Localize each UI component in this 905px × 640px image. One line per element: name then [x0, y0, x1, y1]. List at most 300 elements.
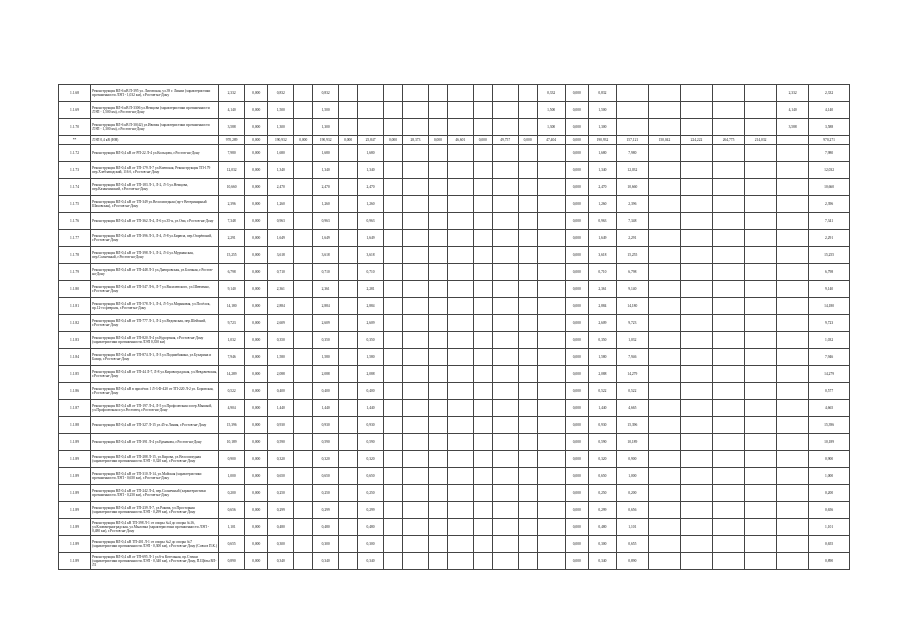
value-cell [492, 383, 518, 400]
table-row [59, 434, 850, 451]
value-cell: 4,140 [809, 102, 850, 119]
value-cell [428, 102, 447, 119]
value-cell [713, 85, 745, 102]
value-cell [537, 383, 565, 400]
value-cell [473, 417, 492, 434]
value-cell [680, 383, 712, 400]
value-cell: 0,590 [358, 434, 384, 451]
value-cell: 0,656 [616, 502, 648, 519]
value-cell: 1,300 [268, 119, 294, 136]
value-cell: 0,000 [565, 383, 589, 400]
value-cell [339, 485, 358, 502]
value-cell [680, 536, 712, 553]
value-cell [537, 332, 565, 349]
value-cell [777, 417, 809, 434]
value-cell [473, 519, 492, 536]
value-cell [383, 519, 402, 536]
value-cell: 0,000 [565, 102, 589, 119]
value-cell [339, 417, 358, 434]
row-description-cell: Реконструкция ВЛ-0,4 кВ от ТП-362 Л-4, Л-6 ул.35-я, ул.Очи, г.Ростов-на-Дону [91, 213, 219, 230]
value-cell [339, 179, 358, 196]
value-cell: 2,396 [809, 196, 850, 213]
value-cell: 4,904 [219, 400, 245, 417]
value-cell [294, 332, 313, 349]
value-cell [713, 349, 745, 366]
value-cell [294, 145, 313, 162]
value-cell [648, 145, 680, 162]
value-cell: 4,140 [219, 102, 245, 119]
value-cell: 2,470 [268, 179, 294, 196]
value-cell [473, 553, 492, 570]
value-cell [713, 230, 745, 247]
value-cell: 14,279 [616, 366, 648, 383]
value-cell: 2,361 [268, 281, 294, 298]
value-cell [473, 264, 492, 281]
value-cell [713, 298, 745, 315]
value-cell [648, 519, 680, 536]
value-cell [473, 332, 492, 349]
value-cell [680, 417, 712, 434]
value-cell: 1,340 [589, 162, 617, 179]
value-cell: 0,832 [268, 85, 294, 102]
value-cell: 1,580 [313, 349, 339, 366]
value-cell [339, 366, 358, 383]
value-cell [447, 247, 473, 264]
value-cell [383, 213, 402, 230]
value-cell [403, 247, 429, 264]
value-cell [777, 281, 809, 298]
value-cell [616, 102, 648, 119]
value-cell: 0,000 [565, 196, 589, 213]
row-description-cell: Реконструкция ВЛ-0,4 кВ от ТП-44 Л-7, Л-8 ул.Кировоградская, ул.Невдачевская, г.Ростов-на-Дону [91, 366, 219, 383]
value-cell [648, 468, 680, 485]
value-cell [383, 162, 402, 179]
value-cell [294, 502, 313, 519]
value-cell: 0,000 [244, 349, 268, 366]
row-code-cell: 1.1.84 [59, 349, 91, 366]
value-cell: 0,000 [244, 553, 268, 570]
value-cell [518, 451, 537, 468]
row-code-cell: 1.1.81 [59, 298, 91, 315]
value-cell [473, 145, 492, 162]
row-code-cell: 1.1.89 [59, 451, 91, 468]
value-cell [492, 145, 518, 162]
value-cell [403, 485, 429, 502]
value-cell [492, 230, 518, 247]
value-cell: 7,348 [219, 213, 245, 230]
row-description-cell: Реконструкция ВЛ-0,4 кВ от ТП-349 ул.Велосипедная (пр-т Ветеринарный Шаховская), г.Ростов-на-Дону [91, 196, 219, 213]
value-cell [777, 434, 809, 451]
value-cell: 12,032 [219, 162, 245, 179]
value-cell [294, 281, 313, 298]
value-cell: 0,400 [358, 383, 384, 400]
value-cell [339, 119, 358, 136]
value-cell [428, 315, 447, 332]
table-row [59, 298, 850, 315]
value-cell: 25,847 [358, 136, 384, 145]
value-cell: 12,032 [809, 162, 850, 179]
value-cell: 1,300 [537, 119, 565, 136]
value-cell: 10,660 [616, 179, 648, 196]
row-description-cell: Реконструкция ВЛ-0,4 кВ от ТП-448 Л-3 ул.Днепровская, ул.Блочная, г.Ростов-на-Дону [91, 264, 219, 281]
value-cell [777, 298, 809, 315]
value-cell [339, 145, 358, 162]
value-cell [713, 366, 745, 383]
value-cell [713, 102, 745, 119]
value-cell: 0,650 [589, 468, 617, 485]
value-cell [358, 85, 384, 102]
value-cell [745, 85, 777, 102]
value-cell: 1,260 [313, 196, 339, 213]
value-cell [713, 553, 745, 570]
value-cell: 0,000 [244, 519, 268, 536]
value-cell [294, 213, 313, 230]
value-cell: 0,480 [358, 519, 384, 536]
value-cell [492, 119, 518, 136]
value-cell [473, 349, 492, 366]
value-cell [294, 383, 313, 400]
value-cell: 0,650 [268, 468, 294, 485]
value-cell [680, 315, 712, 332]
value-cell [294, 536, 313, 553]
value-cell [339, 247, 358, 264]
value-cell: 0,000 [565, 85, 589, 102]
value-cell: 0,000 [244, 247, 268, 264]
value-cell: 970,271 [809, 136, 850, 145]
value-cell [518, 85, 537, 102]
value-cell: 0,400 [313, 383, 339, 400]
value-cell: 0,000 [565, 281, 589, 298]
row-code-cell: 1.1.69 [59, 102, 91, 119]
value-cell [680, 332, 712, 349]
value-cell [447, 281, 473, 298]
value-cell [680, 213, 712, 230]
value-cell: 46,601 [447, 136, 473, 145]
value-cell: 1,500 [313, 102, 339, 119]
value-cell [745, 315, 777, 332]
value-cell [403, 349, 429, 366]
value-cell [745, 383, 777, 400]
value-cell: 2,609 [313, 315, 339, 332]
value-cell: 0,590 [313, 434, 339, 451]
value-cell: 0,656 [809, 502, 850, 519]
value-cell [713, 332, 745, 349]
value-cell: 0,000 [244, 145, 268, 162]
value-cell [537, 179, 565, 196]
value-cell [537, 417, 565, 434]
value-cell [745, 264, 777, 281]
value-cell: 0,655 [616, 536, 648, 553]
value-cell: 0,000 [244, 298, 268, 315]
value-cell [339, 451, 358, 468]
value-cell: 1,580 [358, 349, 384, 366]
value-cell [339, 264, 358, 281]
value-cell: 0,900 [616, 451, 648, 468]
value-cell [648, 417, 680, 434]
value-cell: 0,000 [565, 315, 589, 332]
value-cell: 0,000 [244, 230, 268, 247]
value-cell: 1,101 [616, 519, 648, 536]
table-row [59, 417, 850, 434]
value-cell [777, 553, 809, 570]
value-cell [383, 366, 402, 383]
value-cell [492, 519, 518, 536]
value-cell [428, 434, 447, 451]
value-cell: 3,618 [589, 247, 617, 264]
row-description-cell: Реконструкция ВЛ-0,4 кВ от ТП-288 Л-15, ул.Кирова, ул.Велосипедная (характеристики протяженности ЛЭП - 0,320 км), г.Ростов-на-Дону [91, 451, 219, 468]
value-cell [447, 519, 473, 536]
value-cell: 15,255 [219, 247, 245, 264]
value-cell [680, 85, 712, 102]
table-row [59, 281, 850, 298]
value-cell: 0,655 [219, 536, 245, 553]
value-cell [492, 417, 518, 434]
value-cell [777, 366, 809, 383]
value-cell [294, 434, 313, 451]
value-cell: 0,000 [244, 434, 268, 451]
value-cell [383, 349, 402, 366]
value-cell [294, 553, 313, 570]
table-row [59, 315, 850, 332]
value-cell: 1,500 [537, 102, 565, 119]
value-cell [428, 383, 447, 400]
value-cell: 0,200 [219, 485, 245, 502]
value-cell [777, 247, 809, 264]
value-cell [518, 468, 537, 485]
value-cell [447, 502, 473, 519]
value-cell [473, 119, 492, 136]
value-cell: 7,980 [616, 145, 648, 162]
value-cell: 1,680 [268, 145, 294, 162]
value-cell: 1,000 [616, 468, 648, 485]
value-cell: 1,340 [268, 162, 294, 179]
value-cell [339, 332, 358, 349]
row-code-cell: 1.1.73 [59, 162, 91, 179]
value-cell: 157,121 [616, 136, 648, 145]
value-cell [294, 247, 313, 264]
value-cell [648, 281, 680, 298]
value-cell: 0,890 [616, 553, 648, 570]
value-cell: 0,000 [244, 366, 268, 383]
value-cell: 2,609 [268, 315, 294, 332]
value-cell [537, 519, 565, 536]
value-cell: 7,980 [809, 145, 850, 162]
value-cell: 1,440 [268, 400, 294, 417]
value-cell [403, 298, 429, 315]
value-cell: 2,291 [809, 230, 850, 247]
value-cell [492, 400, 518, 417]
value-cell [518, 519, 537, 536]
value-cell: 1,300 [589, 119, 617, 136]
value-cell: 9,140 [809, 281, 850, 298]
value-cell: 1,680 [589, 145, 617, 162]
value-cell: 1,000 [809, 468, 850, 485]
value-cell: 0,963 [589, 213, 617, 230]
value-cell: 0,000 [565, 264, 589, 281]
value-cell [294, 315, 313, 332]
value-cell [428, 162, 447, 179]
value-cell [447, 264, 473, 281]
value-cell [492, 349, 518, 366]
value-cell: 2,088 [313, 366, 339, 383]
value-cell: 0,000 [244, 485, 268, 502]
row-code-cell: 1.1.74 [59, 179, 91, 196]
table-row [59, 349, 850, 366]
value-cell: 1,580 [589, 349, 617, 366]
value-cell: 3,618 [358, 247, 384, 264]
value-cell: 0,000 [244, 162, 268, 179]
value-cell: 2,884 [313, 298, 339, 315]
row-code-cell: 1.1.83 [59, 332, 91, 349]
value-cell: 0,000 [473, 136, 492, 145]
value-cell [294, 485, 313, 502]
value-cell [447, 417, 473, 434]
value-cell [777, 485, 809, 502]
value-cell [403, 519, 429, 536]
value-cell [518, 213, 537, 230]
value-cell [680, 196, 712, 213]
value-cell [518, 281, 537, 298]
table-row [59, 196, 850, 213]
value-cell: 15,396 [809, 417, 850, 434]
value-cell: 0,000 [565, 247, 589, 264]
value-cell [680, 400, 712, 417]
value-cell: 0,000 [244, 119, 268, 136]
value-cell [447, 400, 473, 417]
table-section-row [59, 136, 850, 145]
value-cell: 0,000 [565, 213, 589, 230]
value-cell: 0,710 [358, 264, 384, 281]
value-cell [713, 519, 745, 536]
value-cell [428, 502, 447, 519]
value-cell [745, 145, 777, 162]
value-cell: 1,032 [616, 332, 648, 349]
row-code-cell: 1.1.85 [59, 366, 91, 383]
value-cell [648, 536, 680, 553]
value-cell [518, 536, 537, 553]
value-cell [294, 468, 313, 485]
value-cell: 1,032 [809, 332, 850, 349]
value-cell: 49,757 [492, 136, 518, 145]
value-cell: 2,291 [616, 230, 648, 247]
table-row [59, 179, 850, 196]
value-cell: 0,963 [313, 213, 339, 230]
value-cell [745, 451, 777, 468]
value-cell [745, 349, 777, 366]
value-cell [680, 119, 712, 136]
value-cell [680, 485, 712, 502]
value-cell [428, 349, 447, 366]
value-cell: 7,946 [809, 349, 850, 366]
value-cell [339, 315, 358, 332]
value-cell [473, 162, 492, 179]
value-cell: 14,180 [809, 298, 850, 315]
value-cell [648, 85, 680, 102]
table-row [59, 264, 850, 281]
value-cell: 1,580 [268, 349, 294, 366]
value-cell [537, 434, 565, 451]
value-cell [447, 468, 473, 485]
value-cell [428, 213, 447, 230]
value-cell [777, 230, 809, 247]
value-cell [473, 315, 492, 332]
value-cell [473, 230, 492, 247]
value-cell [680, 102, 712, 119]
value-cell [339, 102, 358, 119]
value-cell [403, 536, 429, 553]
value-cell [339, 502, 358, 519]
value-cell [294, 349, 313, 366]
value-cell [537, 468, 565, 485]
table-row [59, 383, 850, 400]
table-row [59, 85, 850, 102]
value-cell: 1,500 [268, 102, 294, 119]
value-cell: 0,000 [565, 553, 589, 570]
value-cell [777, 400, 809, 417]
value-cell: 0,000 [244, 196, 268, 213]
value-cell [492, 247, 518, 264]
row-code-cell: 1.1.88 [59, 417, 91, 434]
value-cell [294, 102, 313, 119]
value-cell [777, 536, 809, 553]
table-row [59, 451, 850, 468]
value-cell [428, 264, 447, 281]
value-cell: 1,101 [219, 519, 245, 536]
value-cell [745, 366, 777, 383]
value-cell [680, 519, 712, 536]
table-row [59, 519, 850, 536]
value-cell: 0,340 [313, 553, 339, 570]
value-cell [383, 502, 402, 519]
value-cell [428, 536, 447, 553]
value-cell [428, 119, 447, 136]
value-cell [537, 298, 565, 315]
value-cell [428, 196, 447, 213]
value-cell [518, 366, 537, 383]
value-cell: 0,000 [565, 434, 589, 451]
value-cell [447, 213, 473, 230]
value-cell [383, 298, 402, 315]
value-cell [473, 213, 492, 230]
value-cell: 47,404 [537, 136, 565, 145]
value-cell: 14,279 [809, 366, 850, 383]
value-cell [473, 502, 492, 519]
value-cell: 9,723 [616, 315, 648, 332]
value-cell: 0,000 [565, 502, 589, 519]
value-cell [492, 213, 518, 230]
value-cell [339, 281, 358, 298]
value-cell: 3,588 [777, 119, 809, 136]
value-cell: 2,396 [616, 196, 648, 213]
value-cell: 0,300 [268, 536, 294, 553]
value-cell [713, 264, 745, 281]
value-cell: 0,590 [268, 434, 294, 451]
row-code-cell: 1.1.78 [59, 247, 91, 264]
value-cell [383, 400, 402, 417]
value-cell: 2,332 [777, 85, 809, 102]
value-cell [294, 162, 313, 179]
value-cell: 0,350 [313, 332, 339, 349]
value-cell [680, 366, 712, 383]
value-cell [447, 230, 473, 247]
document-sheet [58, 84, 850, 570]
value-cell [518, 179, 537, 196]
row-code-cell: 1.1.89 [59, 502, 91, 519]
value-cell [713, 196, 745, 213]
value-cell [294, 400, 313, 417]
row-code-cell: 1.1.82 [59, 315, 91, 332]
value-cell [745, 400, 777, 417]
